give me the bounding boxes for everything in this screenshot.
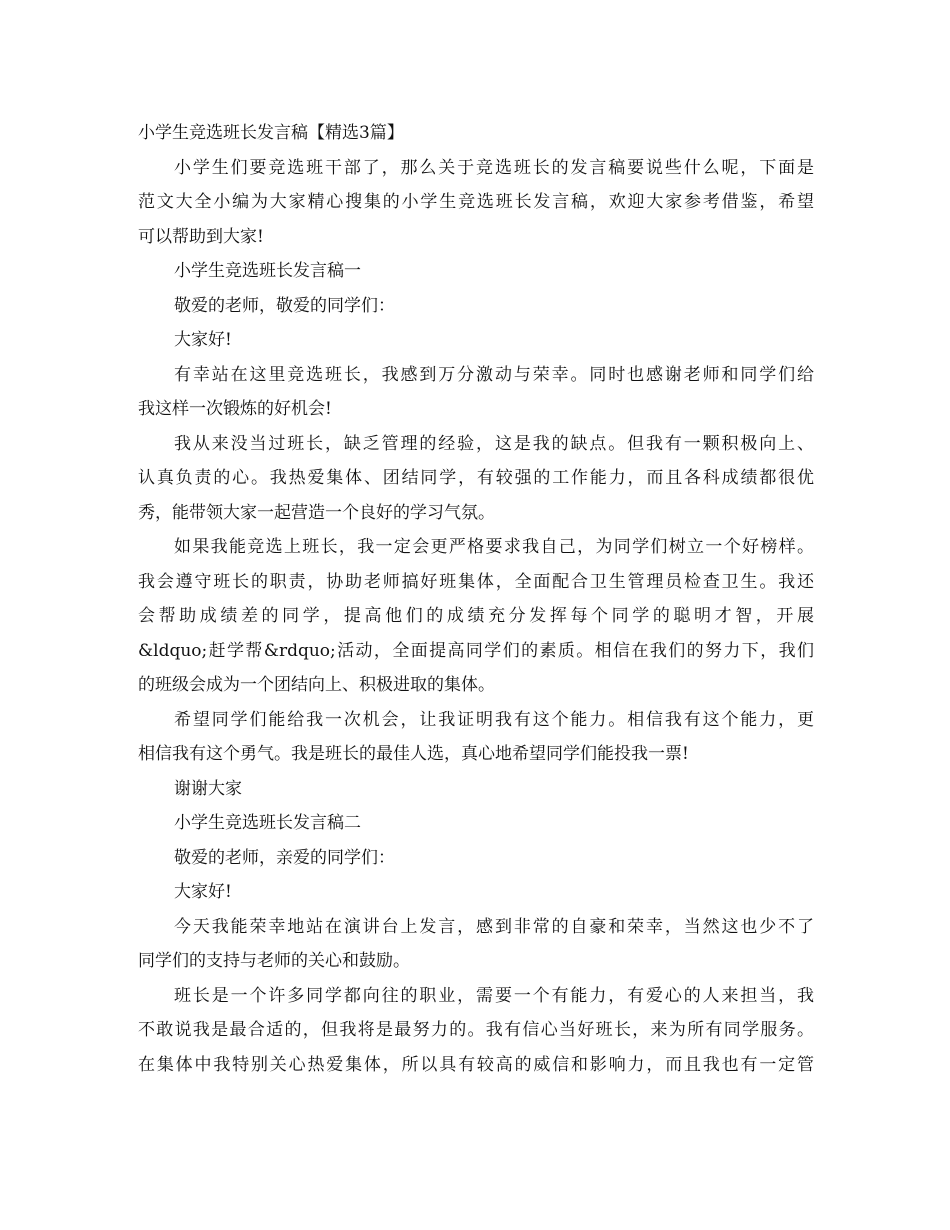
greeting: 大家好! xyxy=(174,882,232,902)
document-page xyxy=(138,116,814,1082)
salutation: 敬爱的老师，亲爱的同学们： xyxy=(174,847,395,868)
paragraph-line: 小学生们要竞选班干部了，那么关于竞选班长的发言稿要说些什么呢，下面是 xyxy=(174,157,814,178)
paragraph-line: 今天我能荣幸地站在演讲台上发言，感到非常的自豪和荣幸，当然这也少不了 xyxy=(174,916,814,937)
paragraph-line: 我这样一次锻炼的好机会! xyxy=(138,399,332,419)
paragraph-line: 会帮助成绩差的同学，提高他们的成绩充分发挥每个同学的聪明才智，开展 xyxy=(138,606,814,626)
paragraph-line: &ldquo;赶学帮&rdquo;活动，全面提高同学们的素质。相信在我们的努力下，我们 xyxy=(138,640,814,661)
paragraph-line: 班长是一个许多同学都向往的职业，需要一个有能力，有爱心的人来担当，我 xyxy=(174,985,814,1006)
paragraph-line: 的班级会成为一个团结向上、积极进取的集体。 xyxy=(138,675,495,695)
paragraph-line: 在集体中我特别关心热爱集体，所以具有较高的威信和影响力，而且我也有一定管 xyxy=(138,1054,814,1075)
paragraph-line: 希望同学们能给我一次机会，让我证明我有这个能力。相信我有这个能力，更 xyxy=(174,709,814,730)
paragraph-line: 秀，能带领大家一起营造一个良好的学习气氛。 xyxy=(138,502,495,523)
document-title: 小学生竞选班长发言稿【精选3篇】 xyxy=(138,123,404,143)
paragraph-line: 有幸站在这里竞选班长，我感到万分激动与荣幸。同时也感谢老师和同学们给 xyxy=(174,364,814,385)
salutation: 敬爱的老师，敬爱的同学们： xyxy=(174,295,395,316)
section-heading: 小学生竞选班长发言稿一 xyxy=(174,261,361,281)
paragraph-line: 认真负责的心。我热爱集体、团结同学，有较强的工作能力，而且各科成绩都很优 xyxy=(138,468,814,488)
paragraph-line: 如果我能竞选上班长，我一定会更严格要求我自己，为同学们树立一个好榜样。 xyxy=(174,537,814,557)
paragraph-line: 我会遵守班长的职责，协助老师搞好班集体，全面配合卫生管理员检查卫生。我还 xyxy=(138,571,814,592)
section-heading: 小学生竞选班长发言稿二 xyxy=(174,813,361,833)
paragraph-line: 不敢说我是最合适的，但我将是最努力的。我有信心当好班长，来为所有同学服务。 xyxy=(138,1020,814,1040)
paragraph-line: 同学们的支持与老师的关心和鼓励。 xyxy=(138,951,410,971)
greeting: 大家好! xyxy=(174,330,232,350)
paragraph-line: 可以帮助到大家! xyxy=(138,226,264,247)
paragraph-line: 相信我有这个勇气。我是班长的最佳人选，真心地希望同学们能投我一票! xyxy=(138,744,689,764)
paragraph-line: 我从来没当过班长，缺乏管理的经验，这是我的缺点。但我有一颗积极向上、 xyxy=(174,433,814,454)
closing-line: 谢谢大家 xyxy=(174,778,242,799)
paragraph-line: 范文大全小编为大家精心搜集的小学生竞选班长发言稿，欢迎大家参考借鉴，希望 xyxy=(138,192,814,212)
